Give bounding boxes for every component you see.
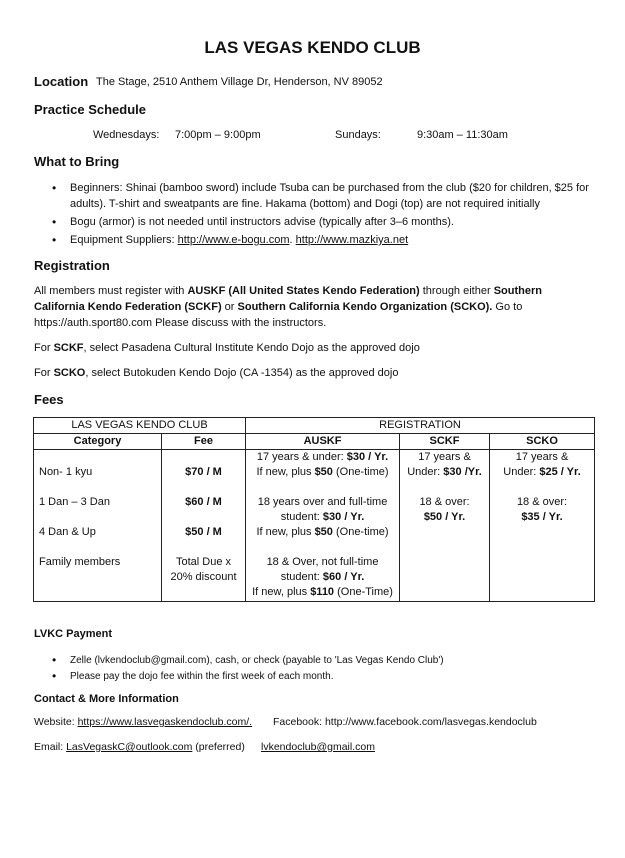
auskf-adult: 18 & Over, not full-time xyxy=(266,556,379,568)
scko-over18: 18 & over: xyxy=(516,496,568,508)
bring-list xyxy=(52,180,597,250)
auskf-adult-new: If new, plus $110 (One-Time) xyxy=(252,586,393,598)
sckf-under17-l1: 17 years & xyxy=(418,451,471,463)
group-header-registration: REGISTRATION xyxy=(246,418,595,434)
category-4-dan-up: 4 Dan & Up xyxy=(39,526,96,538)
reg-text: or xyxy=(221,301,238,313)
location-address: The Stage, 2510 Anthem Village Dr, Henderson, NV 89052 xyxy=(96,76,383,88)
website-label: Website: xyxy=(34,716,78,728)
fee-family-l2: 20% discount xyxy=(170,571,237,583)
reg-scko: Southern California Kendo Organization (SCKO). xyxy=(237,301,493,313)
supplier-link-ebogu[interactable]: http://www.e-bogu.com xyxy=(177,234,290,246)
col-header-category: Category xyxy=(34,434,162,450)
schedule-heading: Practice Schedule xyxy=(34,102,146,117)
supplier-link-mazkiya[interactable]: http://www.mazkiya.net xyxy=(295,234,409,246)
bring-heading: What to Bring xyxy=(34,154,120,169)
auskf-student: 18 years over and full-time xyxy=(257,496,388,508)
sckf-column xyxy=(400,450,490,602)
reg-text: Go to https://auth.sport80.com Please discuss with the instructors. xyxy=(34,301,523,329)
fee-column xyxy=(162,450,246,602)
group-header-club: LAS VEGAS KENDO CLUB xyxy=(34,418,246,434)
scko-dojo-note: For SCKO, select Butokuden Kendo Dojo (CA -1354) as the approved dojo xyxy=(34,367,399,379)
website-link[interactable]: https://www.lasvegaskendoclub.com/. xyxy=(77,716,253,728)
email-link-outlook[interactable]: LasVegaskC@outlook.com xyxy=(66,741,193,753)
auskf-column xyxy=(246,450,400,602)
registration-heading: Registration xyxy=(34,258,110,273)
sckf-under17-l2: Under: $30 /Yr. xyxy=(407,466,482,478)
email-preferred-note: (preferred) xyxy=(192,741,245,753)
col-header-scko: SCKO xyxy=(490,434,595,450)
list-item: • Please pay the dojo fee within the first week of each month. xyxy=(52,669,597,684)
schedule-day-wednesday: Wednesdays: xyxy=(93,129,160,141)
facebook-link[interactable]: Facebook: http://www.facebook.com/lasvegas.kendoclub xyxy=(273,716,537,728)
email-line xyxy=(34,741,245,753)
category-family: Family members xyxy=(39,556,121,568)
suppliers-label: Equipment Suppliers: xyxy=(70,234,178,246)
sckf-dojo-note: For SCKF, select Pasadena Cultural Institute Kendo Dojo as the approved dojo xyxy=(34,342,420,354)
category-1-3-dan: 1 Dan – 3 Dan xyxy=(39,496,110,508)
sckf-over18-fee: $50 / Yr. xyxy=(423,511,466,523)
email-label: Email: xyxy=(34,741,67,753)
auskf-adult-fee: student: $60 / Yr. xyxy=(280,571,365,583)
col-header-fee: Fee xyxy=(162,434,246,450)
page-title: LAS VEGAS KENDO CLUB xyxy=(204,38,421,57)
col-header-sckf: SCKF xyxy=(400,434,490,450)
fee-family-l1: Total Due x xyxy=(175,556,232,568)
schedule-time-sunday: 9:30am – 11:30am xyxy=(417,129,508,141)
payment-heading: LVKC Payment xyxy=(34,628,113,640)
website-line xyxy=(34,716,252,728)
payment-list xyxy=(52,653,597,685)
auskf-student-new: If new, plus $50 (One-time) xyxy=(256,526,389,538)
list-item: • Zelle (lvkendoclub@gmail.com), cash, or check (payable to 'Las Vegas Kendo Club') xyxy=(52,653,597,668)
reg-text: All members must register with xyxy=(34,285,188,297)
reg-sckf: Southern California Kendo Federation (SCKF) xyxy=(34,285,542,313)
schedule-day-sunday: Sundays: xyxy=(335,129,381,141)
scko-under17-l2: Under: $25 / Yr. xyxy=(503,466,581,478)
fee-1-3-dan: $60 / M xyxy=(185,496,222,508)
link-separator: . xyxy=(289,234,296,246)
contact-heading: Contact & More Information xyxy=(34,693,179,705)
scko-under17-l1: 17 years & xyxy=(515,451,569,463)
auskf-under17-new: If new, plus $50 (One-time) xyxy=(256,466,389,478)
fee-4-dan-up: $50 / M xyxy=(185,526,222,538)
registration-paragraph xyxy=(34,283,594,331)
list-item: • Beginners: Shinai (bamboo sword) include Tsuba can be purchased from the club ($20 for children, $25 for adults). T-shirt and sweatpants are fine. Hakama (bottom) and Dogi (top) are not required initially xyxy=(52,180,597,212)
category-column xyxy=(34,450,162,602)
scko-column xyxy=(490,450,595,602)
email-link-gmail[interactable]: lvkendoclub@gmail.com xyxy=(261,741,375,753)
list-item: • Bogu (armor) is not needed until instructors advise (typically after 3–6 months). xyxy=(52,214,597,230)
auskf-student-fee: student: $30 / Yr. xyxy=(280,511,365,523)
schedule-time-wednesday: 7:00pm – 9:00pm xyxy=(175,129,261,141)
reg-text: through either xyxy=(419,285,494,297)
list-item xyxy=(52,232,597,248)
fee-non-1-kyu: $70 / M xyxy=(185,466,222,478)
fees-table xyxy=(33,417,595,602)
fees-heading: Fees xyxy=(34,392,64,407)
col-header-auskf: AUSKF xyxy=(246,434,400,450)
auskf-under17: 17 years & under: $30 / Yr. xyxy=(256,451,389,463)
location-heading: Location xyxy=(34,74,89,89)
category-non-1-kyu: Non- 1 kyu xyxy=(39,466,93,478)
sckf-over18: 18 & over: xyxy=(419,496,470,508)
reg-auskf: AUSKF (All United States Kendo Federation) xyxy=(187,285,420,297)
scko-over18-fee: $35 / Yr. xyxy=(521,511,563,523)
